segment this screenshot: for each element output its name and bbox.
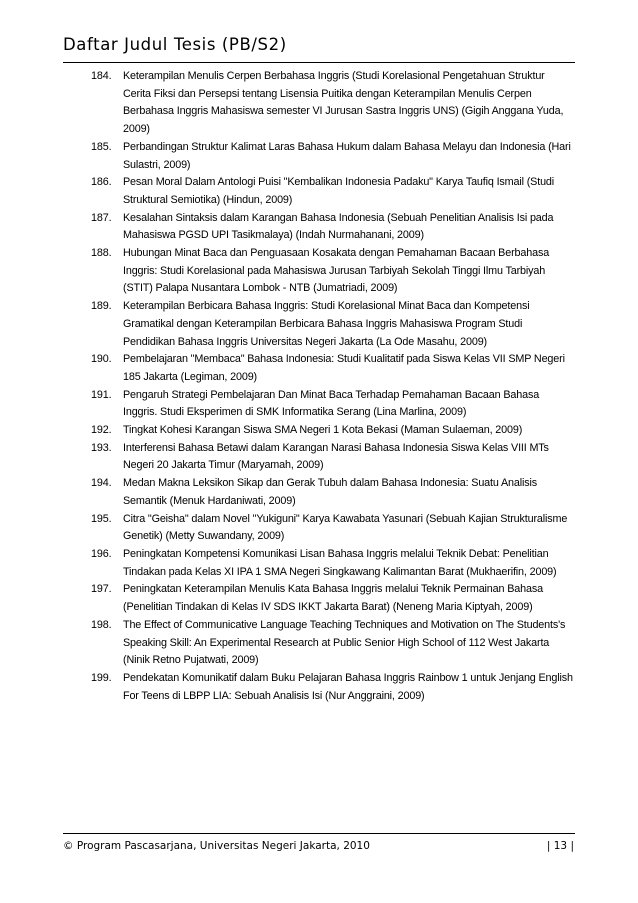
list-item	[63, 422, 575, 440]
entry-number: 189.	[91, 300, 112, 313]
list-item	[63, 387, 575, 422]
entry-number: 197.	[91, 583, 112, 596]
entry-number: 184.	[91, 70, 112, 82]
entry-text: Hubungan Minat Baca dan Penguasaan Kosakata dengan Pemahaman Bacaan Berbahasa Inggris: Studi Korelasional pada Mahasiswa Jurusan Tarbiyah Sekolah Tinggi Ilmu Tarbiyah (STIT) Palapa Nusantara Lombok - NTB (Jumatriadi, 2009)	[123, 247, 550, 295]
list-item	[63, 68, 575, 139]
list-item	[63, 245, 575, 298]
entry-number: 190.	[91, 353, 112, 366]
entry-text: The Effect of Communicative Language Teaching Techniques and Motivation on The Students's Speaking Skill: An Experimental Research at Public Senior High School of 112 West Jakarta (Ninik Retno Pujatwati, 2009)	[123, 618, 566, 667]
list-item	[63, 475, 575, 510]
header-divider	[63, 62, 575, 63]
page-title: Daftar Judul Tesis (PB/S2)	[63, 35, 287, 54]
list-item	[63, 581, 575, 616]
list-item	[63, 546, 575, 581]
entry-text: Pengaruh Strategi Pembelajaran Dan Minat Baca Terhadap Pemahaman Bacaan Bahasa Inggris. Studi Eksperimen di SMK Informatika Serang (Lina Marlina, 2009)	[123, 388, 540, 419]
list-item	[63, 210, 575, 245]
list-item	[63, 670, 575, 705]
list-item	[63, 139, 575, 174]
entry-number: 186.	[91, 176, 112, 189]
entry-text: Interferensi Bahasa Betawi dalam Karangan Narasi Bahasa Indonesia Siswa Kelas VIII MTs Negeri 20 Jakarta Timur (Maryamah, 2009)	[123, 441, 549, 472]
entry-number: 193.	[91, 441, 112, 454]
entry-number: 191.	[91, 388, 112, 401]
list-item	[63, 298, 575, 351]
entry-text: Peningkatan Kompetensi Komunikasi Lisan Bahasa Inggris melalui Teknik Debat: Penelitian Tindakan pada Kelas XI IPA 1 SMA Negeri Singkawang Kalimantan Barat (Mukhaerifin, 2009)	[123, 547, 557, 578]
entry-text: Pendekatan Komunikatif dalam Buku Pelajaran Bahasa Inggris Rainbow 1 untuk Jenjang English For Teens di LBPP LIA: Sebuah Analisis Isi (Nur Anggraini, 2009)	[123, 671, 573, 702]
entry-text: Keterampilan Menulis Cerpen Berbahasa Inggris (Studi Korelasional Pengetahuan Struktur Cerita Fiksi dan Persepsi tentang Lisensia Puitika dengan Keterampilan Menulis Cerpen Berbahasa Inggris Mahasiswa semester VI Jurusan Sastra Inggris UNS) (Gigih Anggana Yuda, 2009)	[123, 70, 564, 136]
entry-text: Keterampilan Berbicara Bahasa Inggris: Studi Korelasional Minat Baca dan Kompetensi Gramatikal dengan Keterampilan Berbicara Bahasa Inggris Mahasiswa Program Studi Pendidikan Bahasa Inggris Universitas Negeri Jakarta (La Ode Masahu, 2009)	[123, 300, 530, 348]
entry-number: 192.	[91, 424, 112, 437]
entry-number: 195.	[91, 512, 112, 525]
list-item	[63, 511, 575, 546]
entry-number: 199.	[91, 671, 112, 684]
entry-number: 188.	[91, 247, 112, 260]
entry-text: Citra "Geisha" dalam Novel "Yukiguni" Karya Kawabata Yasunari (Sebuah Kajian Strukturalisme Genetik) (Metty Suwandany, 2009)	[123, 512, 568, 543]
entry-text: Peningkatan Keterampilan Menulis Kata Bahasa Inggris melalui Teknik Permainan Bahasa (Penelitian Tindakan di Kelas IV SDS IKKT Jakarta Barat) (Neneng Maria Kiptyah, 2009)	[123, 583, 543, 614]
entry-text: Pembelajaran "Membaca" Bahasa Indonesia: Studi Kualitatif pada Siswa Kelas VII SMP Negeri 185 Jakarta (Legiman, 2009)	[123, 353, 565, 383]
footer-copyright: © Program Pascasarjana, Universitas Negeri Jakarta, 2010	[63, 840, 370, 852]
footer-divider	[63, 833, 575, 834]
entry-text: Perbandingan Struktur Kalimat Laras Bahasa Hukum dalam Bahasa Melayu dan Indonesia (Hari Sulastri, 2009)	[123, 140, 571, 171]
entry-text: Tingkat Kohesi Karangan Siswa SMA Negeri 1 Kota Bekasi (Maman Sulaeman, 2009)	[123, 424, 523, 437]
list-item	[63, 351, 575, 386]
entry-number: 198.	[91, 618, 112, 631]
page-number: | 13 |	[546, 840, 574, 852]
list-item	[63, 617, 575, 670]
entry-text: Pesan Moral Dalam Antologi Puisi "Kembalikan Indonesia Padaku" Karya Taufiq Ismail (Studi Struktural Semiotika) (Hindun, 2009)	[123, 176, 555, 206]
list-item	[63, 174, 575, 209]
entry-number: 196.	[91, 547, 112, 560]
thesis-title-list	[63, 68, 575, 705]
list-item	[63, 440, 575, 475]
entry-text: Medan Makna Leksikon Sikap dan Gerak Tubuh dalam Bahasa Indonesia: Suatu Analisis Semantik (Menuk Hardaniwati, 2009)	[123, 477, 537, 507]
entry-text: Kesalahan Sintaksis dalam Karangan Bahasa Indonesia (Sebuah Penelitian Analisis Isi pada Mahasiswa PGSD UPI Tasikmalaya) (Indah Nurmahanani, 2009)	[123, 211, 554, 242]
entry-number: 187.	[91, 211, 112, 224]
entry-number: 185.	[91, 140, 112, 153]
entry-number: 194.	[91, 477, 112, 490]
